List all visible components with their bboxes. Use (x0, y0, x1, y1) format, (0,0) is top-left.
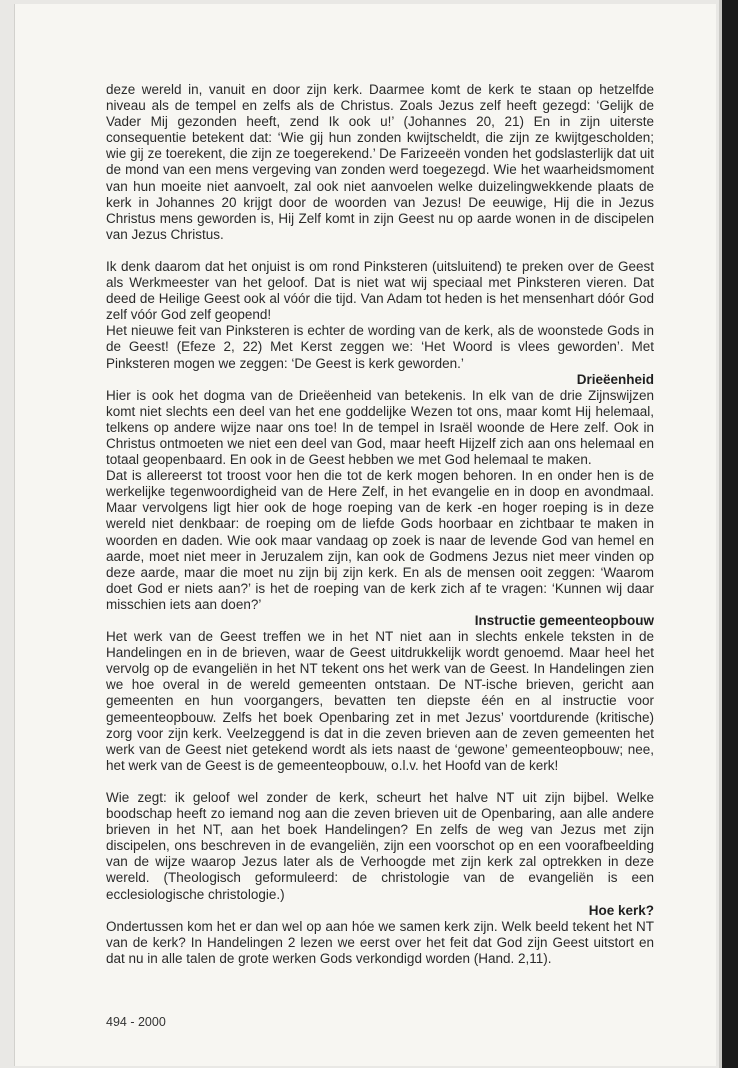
paragraph: Wie zegt: ik geloof wel zonder de kerk, scheurt het halve NT uit zijn bijbel. Welke boodschap heeft zo iemand nog aan die zeven brieven uit de Openbaring, aan alle andere brieven in het NT, aan het boek Handelingen? En zelfs de weg van Jezus met zijn discipelen, ons beschreven in de evangeliën, zijn een voorschot op en een voorafbeelding van de wijze waarop Jezus later als de Verhoogde met zijn kerk zal optrekken in deze wereld. (Theologisch geformuleerd: de christologie van de evangeliën is een ecclesiologische christologie.) (106, 789, 654, 902)
paragraph: Hier is ook het dogma van de Drieëenheid van betekenis. In elk van de drie Zijnswijzen komt niet slechts een deel van het ene goddelijke Wezen tot ons, maar komt Hij helemaal, telkens op andere wijze naar ons toe! In de tempel in Israël woonde de Here zelf. Ook in Christus ontmoeten we niet een deel van God, maar heeft Hijzelf zich aan ons helemaal en totaal geopenbaard. En ook in de Geest hebben we met God helemaal te maken. (106, 387, 654, 468)
binding-strip (722, 0, 738, 1068)
article-body (106, 82, 654, 967)
paragraph: Dat is allereerst tot troost voor hen die tot de kerk mogen behoren. In en onder hen is de werkelijke tegenwoordigheid van de Here Zelf, in het evangelie en in doop en avondmaal. Maar vervolgens ligt hier ook de hoge roeping van de kerk -en hoger roeping is in deze wereld niet denkbaar: de roeping om de liefde Gods hoorbaar en zichtbaar te maken in woorden en daden. Wie ook maar vandaag op zoek is naar de levende God van hemel en aarde, moet niet meer in Jeruzalem zijn, kan ook de Godmens Jezus niet meer vinden op deze aarde, maar die moet nu zijn bij zijn kerk. En als de mensen ooit zeggen: ‘Waarom doet God er niets aan?’ is het de roeping van de kerk zich af te vragen: ‘Kunnen wij daar misschien iets aan doen?’ (106, 468, 654, 612)
section-heading: Drieëenheid (576, 371, 654, 387)
paragraph: Het nieuwe feit van Pinksteren is echter de wording van de kerk, als de woonstede Gods in de Geest! (Efeze 2, 22) Met Kerst zeggen we: ‘Het Woord is vlees geworden’. Met Pinksteren mogen we zeggen: ‘De Geest is kerk geworden.’ (106, 323, 654, 371)
paragraph: Ik denk daarom dat het onjuist is om rond Pinksteren (uitsluitend) te preken over de Geest als Werkmeester van het geloof. Dat is niet wat wij speciaal met Pinksteren vieren. Dat deed de Heilige Geest ook al vóór die tijd. Van Adam tot heden is het mensenhart dóór God zelf vóór God zelf geopend! (106, 258, 654, 323)
paragraph: Het werk van de Geest treffen we in het NT niet aan in slechts enkele teksten in de Handelingen en in de brieven, waar de Geest uitdrukkelijk wordt genoemd. Maar heel het vervolg op de evangeliën in het NT tekent ons het werk van de Geest. In Handelingen zien we hoe overal in de wereld gemeenten ontstaan. De NT-ische brieven, gericht aan gemeenten en hun voorgangers, bevatten ten diepste één en al instructie voor gemeenteopbouw. Zelfs het boek Openbaring zet in met Jezus’ voortdurende (kritische) zorg voor zijn kerk. Veelzeggend is dat in die zeven brieven aan de zeven gemeenten het werk van de Geest niet getekend wordt als iets naast de ‘gewone’ gemeenteopbouw; nee, het werk van de Geest is de gemeenteopbouw, o.l.v. het Hoofd van de kerk! (106, 629, 654, 773)
section-heading: Instructie gemeenteopbouw (474, 613, 654, 628)
page-left-edge (14, 4, 15, 1066)
paragraph: deze wereld in, vanuit en door zijn kerk. Daarmee komt de kerk te staan op hetzelfde niveau als de tempel en zelfs als de Christus. Zoals Jezus zelf heeft gezegd: ‘Gelijk de Vader Mij gezonden heeft, zend Ik ook u!’ (Johannes 20, 21) En in zijn uiterste consequentie betekent dat: ‘Wie gij hun zonden kwijtscheldt, die zijn ze kwijtgescholden; wie gij ze toerekent, die zijn ze toegerekend.’ De Farizeeën vonden het godslasterlijk dat uit de mond van een mens vergeving van zonden werd toegezegd. Wie het waarheidsmoment van hun moeite niet aanvoelt, zal ook niet aanvoelen welke duizelingwekkende plaats de kerk in Johannes 20 krijgt door de woorden van Jezus! De eeuwige, Hij die in Jezus Christus mens geworden is, Hij Zelf komt in zijn Geest nu op aarde wonen in de discipelen van Jezus Christus. (106, 82, 654, 242)
paragraph: Ondertussen kom het er dan wel op aan hóe we samen kerk zijn. Welk beeld tekent het NT van de kerk? In Handelingen 2 lezen we eerst over het feit dat God zijn Geest uitstort en dat nu in alle talen de grote werken Gods verkondigd worden (Hand. 2,11). (106, 918, 654, 966)
page-number: 494 - 2000 (106, 1015, 166, 1029)
section-heading: Hoe kerk? (588, 902, 654, 918)
